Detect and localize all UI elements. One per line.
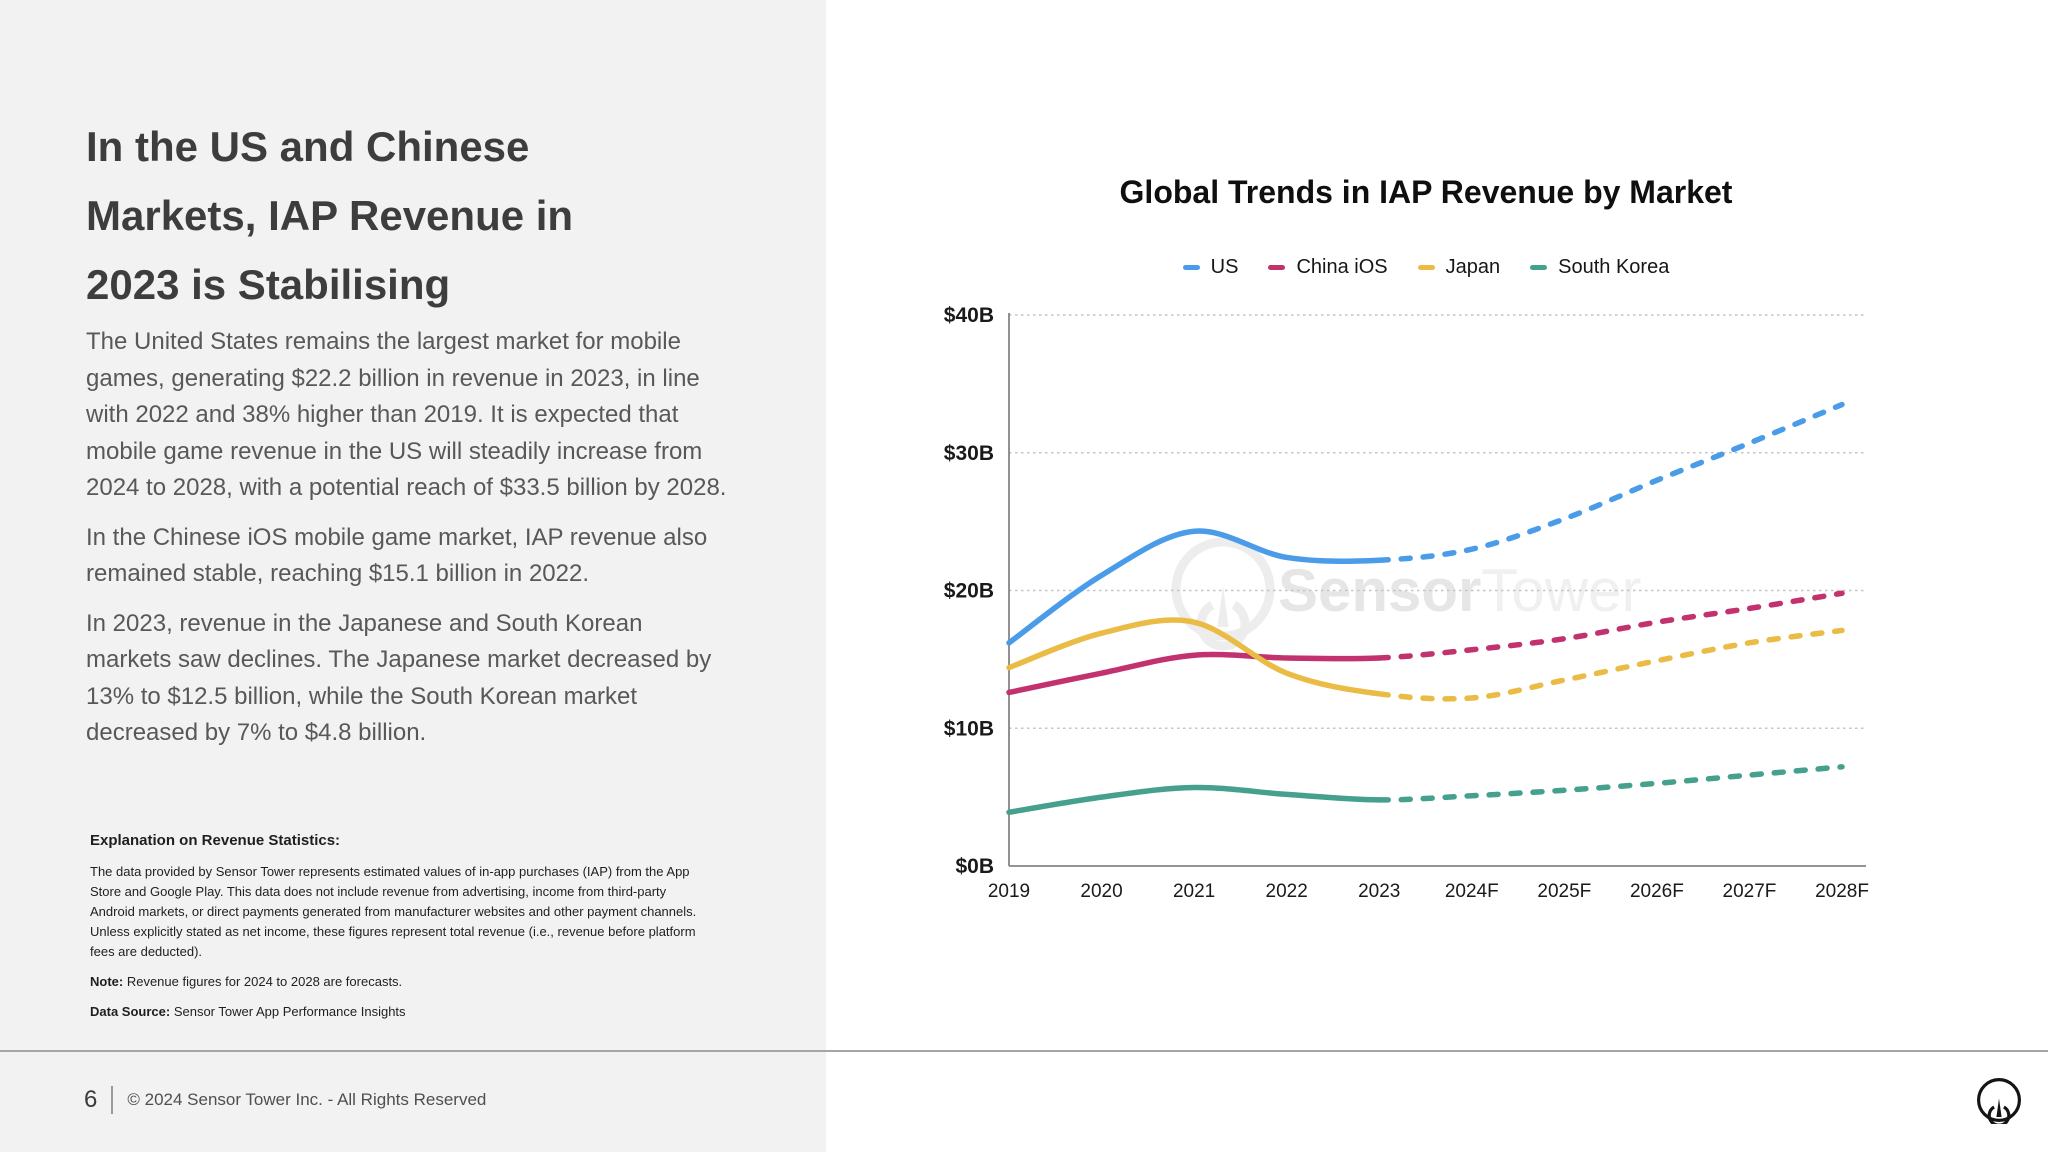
x-tick-label: 2023 bbox=[1358, 881, 1401, 902]
x-tick-label: 2026F bbox=[1629, 881, 1684, 902]
paragraph-china: In the Chinese iOS mobile game market, IAP revenue also remained stable, reaching $15.1 billion in 2022. bbox=[86, 523, 708, 587]
svg-text:SensorTower: SensorTower bbox=[1278, 557, 1642, 624]
x-tick-label: 2028F bbox=[1815, 881, 1869, 902]
legend-label-south-korea: South Korea bbox=[1558, 256, 1670, 278]
series-south-korea-forecast-line bbox=[1379, 767, 1842, 800]
x-tick-label: 2025F bbox=[1537, 881, 1592, 902]
x-tick-label: 2022 bbox=[1265, 881, 1308, 902]
series-japan-forecast-line bbox=[1379, 630, 1842, 698]
explanation-body: The data provided by Sensor Tower represents estimated values of in-app purchases (IAP) from the App Store and Google Play. This data does not include revenue from advertising, income from third-party Android markets, or direct payments generated from manufacturer websites and other payment channels. Unless explicitly stated as net income, these figures represent total revenue (i.e., revenue before platform fees are deducted). bbox=[90, 864, 697, 959]
explanation-note bbox=[90, 972, 704, 992]
data-source-label: Data Source: bbox=[90, 1004, 171, 1019]
explanation-block bbox=[90, 831, 704, 1032]
left-panel bbox=[0, 0, 826, 1152]
explanation-heading: Explanation on Revenue Statistics: bbox=[90, 832, 341, 849]
chart-panel bbox=[826, 0, 2048, 1152]
y-tick-label: $0B bbox=[955, 855, 994, 878]
note-label: Note: bbox=[90, 974, 124, 989]
series-south-korea-actual-line bbox=[1009, 787, 1379, 812]
sensor-tower-logo-icon bbox=[1975, 1076, 2023, 1124]
legend-label-us: US bbox=[1210, 256, 1239, 278]
footer-separator bbox=[111, 1086, 113, 1114]
page-title-line-3: 2023 is Stabilising bbox=[86, 261, 451, 309]
page-title bbox=[86, 112, 726, 319]
page-number: 6 bbox=[84, 1086, 98, 1113]
footer bbox=[84, 1086, 486, 1114]
y-tick-label: $10B bbox=[943, 717, 994, 741]
x-tick-label: 2020 bbox=[1080, 881, 1123, 902]
data-source-text: Sensor Tower App Performance Insights bbox=[170, 1004, 406, 1019]
page-title-line-2: Markets, IAP Revenue in bbox=[86, 192, 574, 240]
paragraph-japan-korea: In 2023, revenue in the Japanese and South Korean markets saw declines. The Japanese market decreased by 13% to $12.5 billion, while the South Korean market decreased by 7% to $4.8 billion. bbox=[86, 609, 712, 746]
y-tick-label: $20B bbox=[943, 579, 994, 603]
note-text: Revenue figures for 2024 to 2028 are forecasts. bbox=[123, 974, 403, 989]
x-tick-label: 2024F bbox=[1444, 881, 1499, 902]
y-tick-label: $40B bbox=[943, 304, 994, 327]
body-text bbox=[86, 324, 734, 765]
legend-label-china-ios: China iOS bbox=[1296, 256, 1388, 278]
chart-title: Global Trends in IAP Revenue by Market bbox=[1119, 174, 1733, 210]
y-tick-label: $30B bbox=[943, 441, 994, 465]
x-tick-label: 2027F bbox=[1722, 881, 1777, 902]
iap-revenue-line-chart bbox=[826, 0, 2048, 1152]
paragraph-us: The United States remains the largest market for mobile games, generating $22.2 billion in revenue in 2023, in line with 2022 and 38% higher than 2019. It is expected that mobile game revenue in the US will steadily increase from 2024 to 2028, with a potential reach of $33.5 billion by 2028. bbox=[86, 328, 727, 501]
footer-divider bbox=[0, 1050, 2048, 1052]
legend-label-japan: Japan bbox=[1445, 256, 1501, 278]
explanation-source bbox=[90, 1002, 704, 1022]
x-tick-label: 2021 bbox=[1172, 881, 1216, 902]
copyright-text: © 2024 Sensor Tower Inc. - All Rights Reserved bbox=[127, 1090, 487, 1109]
page-title-line-1: In the US and Chinese bbox=[86, 123, 530, 171]
x-tick-label: 2019 bbox=[987, 881, 1031, 902]
series-us-forecast-line bbox=[1379, 405, 1842, 561]
